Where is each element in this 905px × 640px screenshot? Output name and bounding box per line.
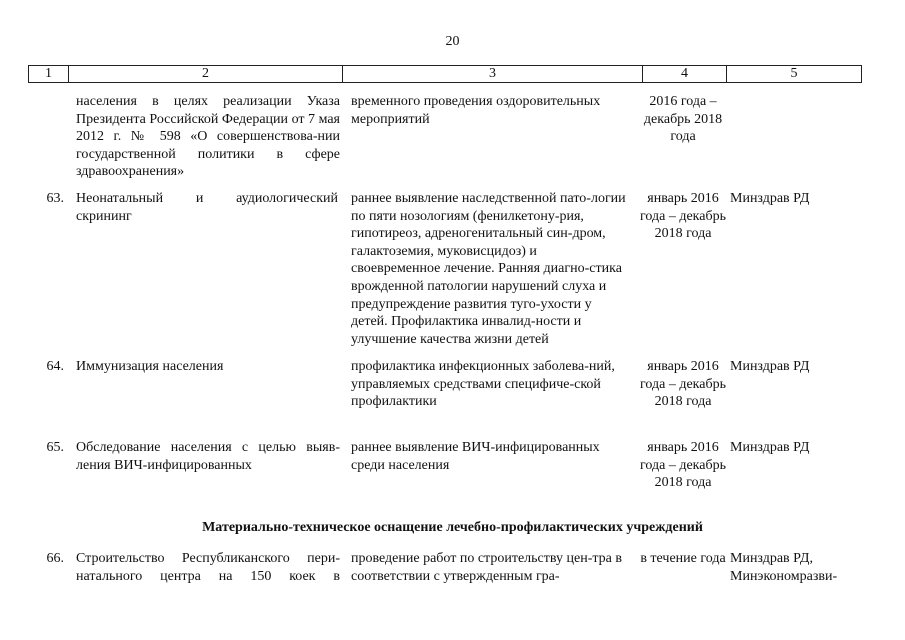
activity-name: Иммунизация населения: [76, 359, 224, 374]
table-header: [28, 65, 862, 83]
activity-executor: Минздрав РД: [730, 359, 810, 374]
activity-goal: раннее выявление ВИЧ-инфицированных среди населения: [351, 440, 600, 473]
activity-period: 2016 года – декабрь 2018 года: [643, 94, 723, 145]
header-col-4: 4: [643, 66, 727, 82]
header-col-5: 5: [790, 66, 798, 81]
activity-goal: проведение работ по строительству цен-тра в соответствии с утвержденным гра-: [351, 551, 622, 584]
activity-period: январь 2016 года – декабрь 2018 года: [640, 440, 726, 491]
activity-executor: Минздрав РД: [730, 191, 810, 206]
activity-goal: раннее выявление наследственной пато-логии по пяти нозологиям (фенилкетону-рия, гипотиреоз, адреногенитальный син-дром, галактоземия, муковисцидоз) и своевременное лечение. Ранняя диагно-стика врожденной патологии нарушений слуха и предупреждение развития туго-ухости у детей. Профилактика инвалид-ности и улучшение качества жизни детей: [351, 191, 626, 347]
row-number: 63.: [46, 191, 64, 206]
activity-name: Неонатальный и аудиологический скрининг: [76, 191, 338, 224]
activity-name: Обследование населения с целью выяв-ления ВИЧ-инфицированных: [76, 440, 340, 473]
header-col-1: 1: [29, 66, 69, 82]
section-title: Материально-техническое оснащение лечебно-профилактических учреждений: [202, 520, 703, 535]
activity-executor: Минздрав РД: [730, 440, 810, 455]
activity-period: январь 2016 года – декабрь 2018 года: [640, 191, 726, 242]
activity-goal: временного проведения оздоровительных мероприятий: [351, 94, 601, 127]
activity-executor: Минздрав РД, Минэкономразви-: [730, 551, 838, 584]
row-number: 66.: [46, 551, 64, 566]
row-number: 65.: [46, 440, 64, 455]
activity-goal: профилактика инфекционных заболева-ний, управляемых средствами специфиче-ской профилактики: [351, 359, 615, 410]
row-number: 64.: [46, 359, 64, 374]
activity-name: Строительство Республиканского пери-натального центра на 150 коек в: [76, 551, 340, 584]
header-col-2: 2: [69, 66, 343, 82]
activity-name: населения в целях реализации Указа Президента Российской Федерации от 7 мая 2012 г. № 598 «О совершенствова-нии государственной политики в сфере здравоохранения»: [76, 94, 340, 180]
activity-period: январь 2016 года – декабрь 2018 года: [640, 359, 726, 410]
page-number: 20: [445, 34, 460, 49]
activity-period: в течение года: [640, 551, 726, 566]
header-col-3: 3: [343, 66, 643, 82]
